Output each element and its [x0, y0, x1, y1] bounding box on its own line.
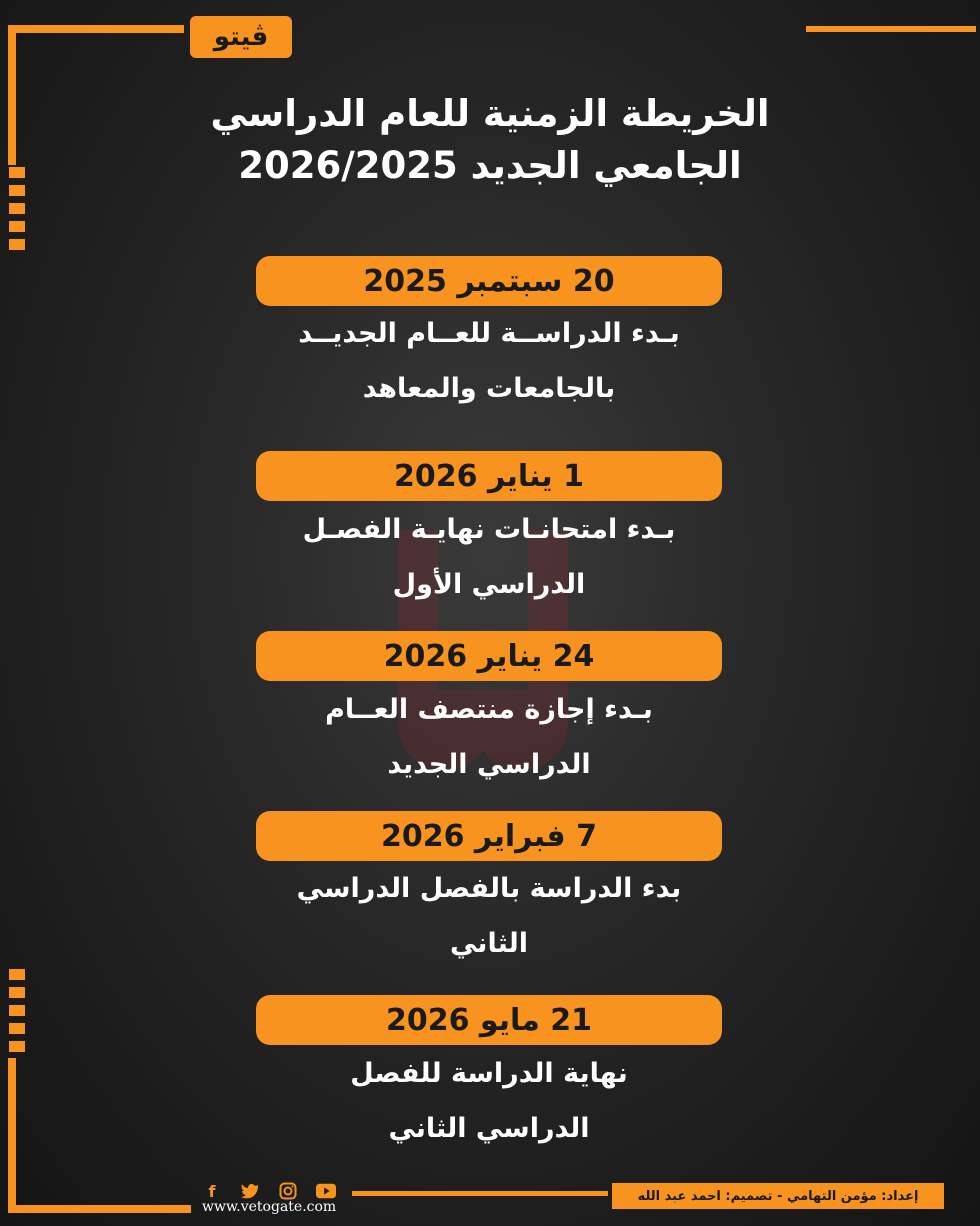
facebook-icon[interactable]: f: [208, 1181, 216, 1201]
title-line-1: الخريطة الزمنية للعام الدراسي: [210, 92, 770, 135]
timeline-2-line-2: الدراسي الأول: [392, 569, 586, 600]
timeline-1-line-2: بالجامعات والمعاهد: [362, 373, 616, 404]
timeline-description-3: [256, 682, 722, 792]
timeline-5-line-2: الدراسي الثاني: [388, 1113, 590, 1144]
frame-bottom-mid-line: [352, 1191, 608, 1196]
frame-left-line: [8, 25, 16, 165]
timeline-4-line-1: بدء الدراسة بالفصل الدراسي: [296, 873, 682, 904]
youtube-icon[interactable]: [316, 1181, 336, 1201]
frame-left-ticks-upper: [9, 167, 25, 250]
timeline-description-1: [256, 306, 722, 416]
timeline-date-3: 24 يناير 2026: [256, 631, 722, 681]
website-url: www.vetogate.com: [202, 1199, 337, 1215]
page-title: [140, 88, 840, 192]
timeline-1-line-1: بـدء الدراســة للعــام الجديــد: [298, 318, 680, 349]
timeline-description-4: [256, 861, 722, 971]
timeline-2-line-1: بـدء امتحانـات نهايـة الفصـل: [302, 514, 676, 545]
logo-text: ڤيتو: [213, 22, 269, 52]
timeline-description-2: [256, 502, 722, 612]
timeline-date-4: 7 فبراير 2026: [256, 811, 722, 861]
credits-bar: إعداد: مؤمن التهامي - تصميم: احمد عبد الله: [612, 1183, 944, 1209]
frame-bottom-line: [8, 1205, 191, 1213]
timeline-date-2: 1 يناير 2026: [256, 451, 722, 501]
timeline-date-1: 20 سبتمبر 2025: [256, 256, 722, 306]
frame-left-lower-line: [8, 1058, 16, 1213]
timeline-5-line-1: نهاية الدراسة للفصل: [350, 1058, 628, 1089]
instagram-icon[interactable]: [278, 1181, 298, 1201]
frame-top-line: [8, 25, 184, 33]
brand-logo: [190, 16, 292, 58]
frame-left-ticks-lower: [9, 969, 25, 1052]
title-line-2: الجامعي الجديد 2026/2025: [238, 144, 742, 187]
timeline-description-5: [256, 1046, 722, 1156]
frame-top-right-line: [806, 26, 976, 32]
timeline-3-line-1: بـدء إجازة منتصف العــام: [325, 694, 653, 725]
timeline-3-line-2: الدراسي الجديد: [387, 749, 591, 780]
timeline-4-line-2: الثاني: [449, 928, 528, 959]
timeline-date-5: 21 مايو 2026: [256, 995, 722, 1045]
twitter-icon[interactable]: [240, 1181, 260, 1201]
